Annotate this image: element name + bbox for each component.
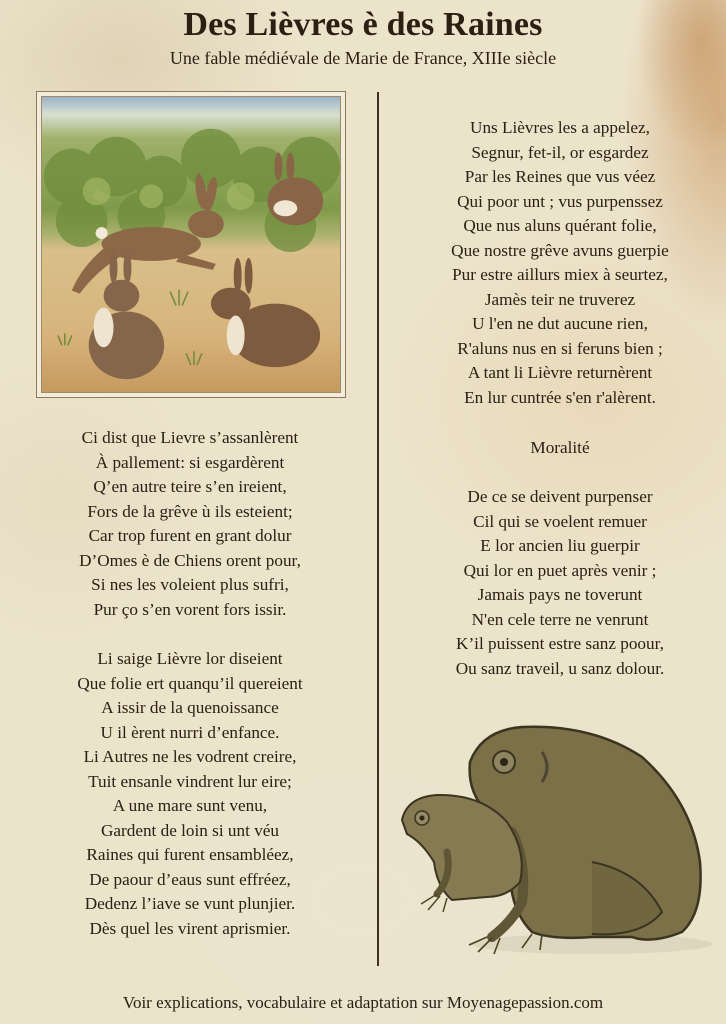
frogs-illustration — [392, 712, 722, 962]
page-subtitle: Une fable médiévale de Marie de France, XIIIe siècle — [169, 48, 557, 68]
verse-line: Par les Reines que vus véez — [464, 167, 656, 186]
verse-line: A une mare sunt venu, — [112, 796, 268, 815]
verse-line: Pur ço s’en vorent fors issir. — [93, 599, 287, 619]
verse-line: Que nus aluns quérant folie, — [463, 216, 657, 235]
verse-line: Dedenz l’iave se vunt plunjier. — [84, 894, 296, 913]
verse-line: Que folie ert quanqu’il quereient — [77, 673, 303, 693]
page-title: Des Lièvres è des Raines — [183, 6, 543, 43]
verse-line: Qui poor unt ; vus purpenssez — [457, 191, 663, 211]
verse-line: Fors de la grêve ù ils esteient; — [87, 501, 293, 521]
verse-line: Tuit ensanle vindrent lur eire; — [88, 771, 292, 791]
verse-line: K’il puissent estre sanz poour, — [456, 634, 664, 653]
verse-line: Ci dist que Lievre s’assanlèrent — [81, 428, 299, 447]
hares-illustration — [36, 91, 346, 398]
right-stanza-1 — [400, 116, 720, 410]
verse-line: Jamès teir ne truverez — [484, 289, 636, 309]
verse-line: Raines qui furent ensambléez, — [86, 845, 294, 864]
verse-line: Cil qui se voelent remuer — [473, 511, 647, 531]
verse-line: Si nes les voleient plus sufri, — [91, 575, 289, 594]
hares-icon — [42, 97, 340, 392]
moral-stanza — [400, 485, 720, 681]
footer-credit: Voir explications, vocabulaire et adaptation sur Moyenagepassion.com — [122, 993, 604, 1012]
verse-line: Que nostre grêve avuns guerpie — [451, 240, 669, 260]
verse-line: De paour d’eaus sunt effréez, — [89, 869, 291, 889]
moral-heading — [400, 436, 720, 461]
verse-line: Uns Lièvres les a appelez, — [470, 118, 650, 137]
verse-line: Q’en autre teire s’en ireient, — [93, 477, 287, 496]
verse-line: Li Autres ne les vodrent creire, — [83, 747, 297, 766]
verse-line: Pur estre aillurs miex à seurtez, — [452, 265, 668, 284]
verse-line: U l'en ne dut aucune rien, — [472, 314, 648, 333]
verse-line: Gardent de loin si unt véu — [100, 820, 280, 840]
left-stanza-1 — [30, 426, 350, 622]
verse-line: A tant li Lièvre returnèrent — [467, 363, 653, 382]
verse-line: Dès quel les virent aprismier. — [89, 918, 291, 938]
verse-line: En lur cuntrée s'en r'alèrent. — [464, 387, 656, 407]
column-divider — [377, 92, 379, 966]
verse-line: D’Omes è de Chiens orent pour, — [79, 550, 301, 570]
moral-heading-text: Moralité — [530, 438, 590, 457]
verse-line: De ce se deivent purpenser — [467, 487, 653, 506]
verse-line: À pallement: si esgardèrent — [95, 452, 285, 472]
verse-line: R'aluns nus en si feruns bien ; — [457, 338, 663, 358]
frogs-icon — [392, 712, 722, 962]
verse-line: Qui lor en puet après venir ; — [463, 560, 657, 580]
verse-line: E lor ancien liu guerpir — [480, 536, 640, 555]
verse-line: Segnur, fet-il, or esgardez — [471, 142, 649, 162]
left-stanza-2 — [30, 647, 350, 941]
verse-line: Li saige Lièvre lor diseient — [97, 649, 283, 668]
verse-line: U il èrent nurri d’enfance. — [100, 722, 280, 742]
verse-line: Car trop furent en grant dolur — [88, 526, 292, 545]
verse-line: Ou sanz traveil, u sanz dolour. — [455, 658, 665, 678]
verse-line: N'en cele terre ne venrunt — [471, 609, 649, 629]
hares-illustration-image — [41, 96, 341, 393]
verse-line: A issir de la quenoissance — [101, 698, 279, 717]
verse-line: Jamais pays ne toverunt — [477, 585, 643, 604]
